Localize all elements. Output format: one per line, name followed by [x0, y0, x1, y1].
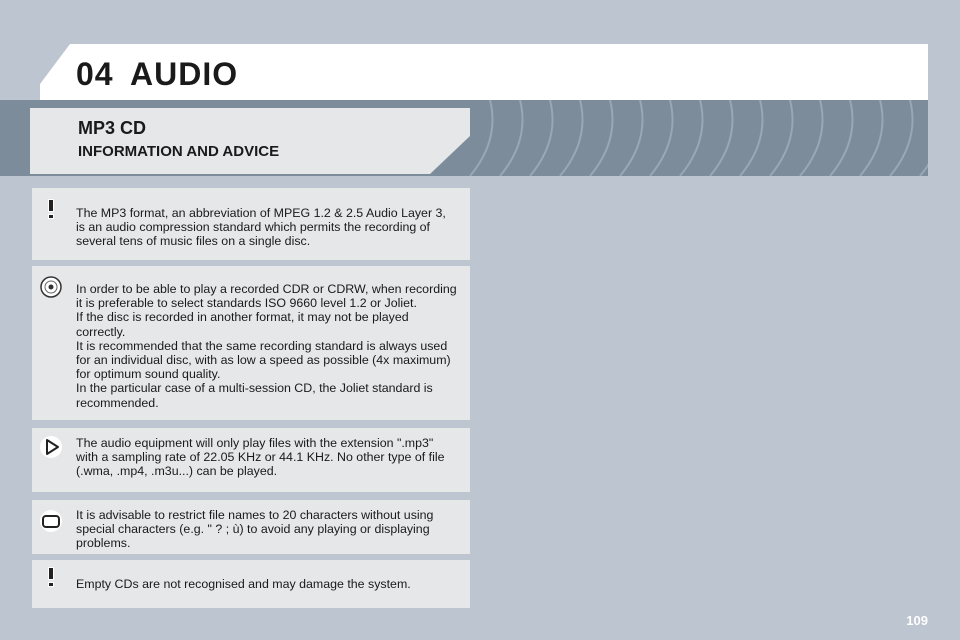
warning-exclamation-icon: [38, 196, 64, 222]
screen-icon: [38, 508, 64, 534]
info-box: [32, 428, 470, 492]
warning-exclamation-icon: [38, 564, 64, 590]
info-text: The MP3 format, an abbreviation of MPEG 1.2 & 2.5 Audio Layer 3, is an audio compression standard which permits the recording of several tens of music files on a single disc.: [76, 206, 446, 249]
chapter-title: AUDIO: [130, 56, 239, 92]
info-text: In order to be able to play a recorded CDR or CDRW, when recording it is preferable to select standards ISO 9660 level 1.2 or Joliet. If the disc is recorded in another format, it may not be played correctly. It is recommended that the same recording standard is always used for an individual disc, with as low a speed as possible (4x maximum) for optimum sound quality. In the particular case of a multi-session CD, the Joliet standard is recommended.: [76, 282, 457, 410]
disc-icon: [38, 274, 64, 300]
info-box: [32, 266, 470, 420]
section-subtitle: INFORMATION AND ADVICE: [78, 143, 280, 160]
info-text: The audio equipment will only play files with the extension ".mp3" with a sampling rate of 22.05 KHz or 44.1 KHz. No other type of file (.wma, .mp4, .m3u...) can be played.: [76, 436, 445, 479]
page-number: 109: [906, 613, 928, 628]
section-title: MP3 CD: [78, 118, 147, 138]
play-triangle-icon: [38, 434, 64, 460]
info-box: [32, 500, 470, 554]
chapter-number: 04: [76, 56, 114, 92]
info-box: [32, 560, 470, 608]
info-text: It is advisable to restrict file names to 20 characters without using special characters (e.g. " ? ; ù) to avoid any playing or displaying problems.: [76, 508, 434, 551]
info-text: Empty CDs are not recognised and may damage the system.: [76, 577, 411, 591]
info-box: [32, 188, 470, 260]
